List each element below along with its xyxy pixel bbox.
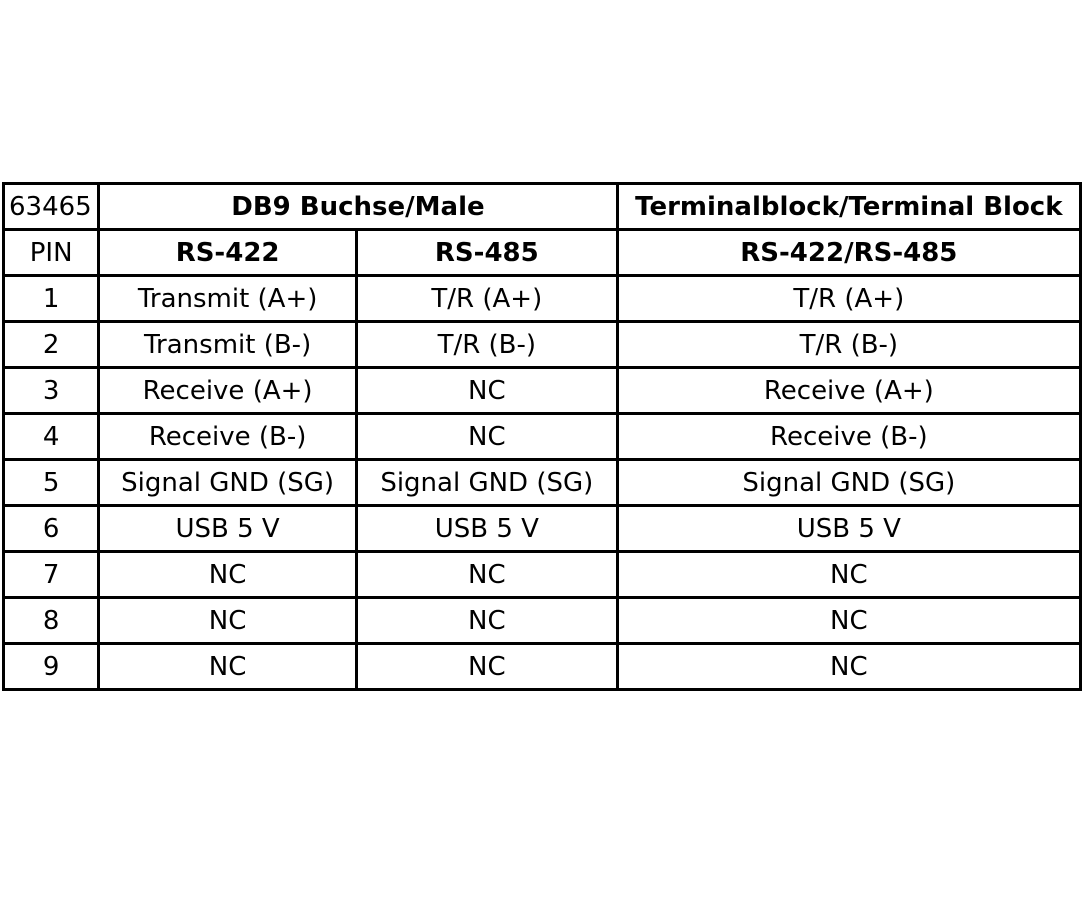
terminal-cell: T/R (B-) (617, 322, 1080, 368)
db9-group-header: DB9 Buchse/Male (99, 184, 617, 230)
rs485-cell: T/R (A+) (356, 276, 617, 322)
rs485-cell: NC (356, 368, 617, 414)
column-header-row (4, 230, 1081, 276)
pin-cell: 8 (4, 598, 99, 644)
terminal-cell: NC (617, 598, 1080, 644)
table-row (4, 506, 1081, 552)
pin-cell: 1 (4, 276, 99, 322)
terminal-cell: NC (617, 644, 1080, 690)
rs422-cell: Receive (B-) (99, 414, 357, 460)
pin-column-header: PIN (4, 230, 99, 276)
terminal-group-header: Terminalblock/Terminal Block (617, 184, 1080, 230)
pin-cell: 5 (4, 460, 99, 506)
rs422-cell: Transmit (A+) (99, 276, 357, 322)
rs422-cell: NC (99, 644, 357, 690)
pin-cell: 9 (4, 644, 99, 690)
table-row (4, 368, 1081, 414)
terminal-cell: Signal GND (SG) (617, 460, 1080, 506)
rs422-cell: NC (99, 598, 357, 644)
terminal-cell: T/R (A+) (617, 276, 1080, 322)
rs422-cell: Transmit (B-) (99, 322, 357, 368)
group-header-row (4, 184, 1081, 230)
rs422-cell: Receive (A+) (99, 368, 357, 414)
pin-cell: 7 (4, 552, 99, 598)
table-row (4, 552, 1081, 598)
pin-cell: 4 (4, 414, 99, 460)
rs485-cell: Signal GND (SG) (356, 460, 617, 506)
table-row (4, 460, 1081, 506)
terminal-cell: USB 5 V (617, 506, 1080, 552)
rs422-cell: USB 5 V (99, 506, 357, 552)
part-number-cell: 63465 (4, 184, 99, 230)
rs485-cell: USB 5 V (356, 506, 617, 552)
terminal-column-header: RS-422/RS-485 (617, 230, 1080, 276)
terminal-cell: Receive (B-) (617, 414, 1080, 460)
rs485-cell: NC (356, 552, 617, 598)
table-row (4, 276, 1081, 322)
rs422-cell: NC (99, 552, 357, 598)
rs485-cell: NC (356, 414, 617, 460)
table-row (4, 644, 1081, 690)
pinout-table (2, 182, 1082, 691)
pin-cell: 3 (4, 368, 99, 414)
table-row (4, 414, 1081, 460)
rs422-cell: Signal GND (SG) (99, 460, 357, 506)
rs485-cell: NC (356, 598, 617, 644)
table-row (4, 322, 1081, 368)
rs485-column-header: RS-485 (356, 230, 617, 276)
rs485-cell: T/R (B-) (356, 322, 617, 368)
terminal-cell: NC (617, 552, 1080, 598)
pin-cell: 6 (4, 506, 99, 552)
terminal-cell: Receive (A+) (617, 368, 1080, 414)
rs485-cell: NC (356, 644, 617, 690)
table-row (4, 598, 1081, 644)
rs422-column-header: RS-422 (99, 230, 357, 276)
pin-cell: 2 (4, 322, 99, 368)
